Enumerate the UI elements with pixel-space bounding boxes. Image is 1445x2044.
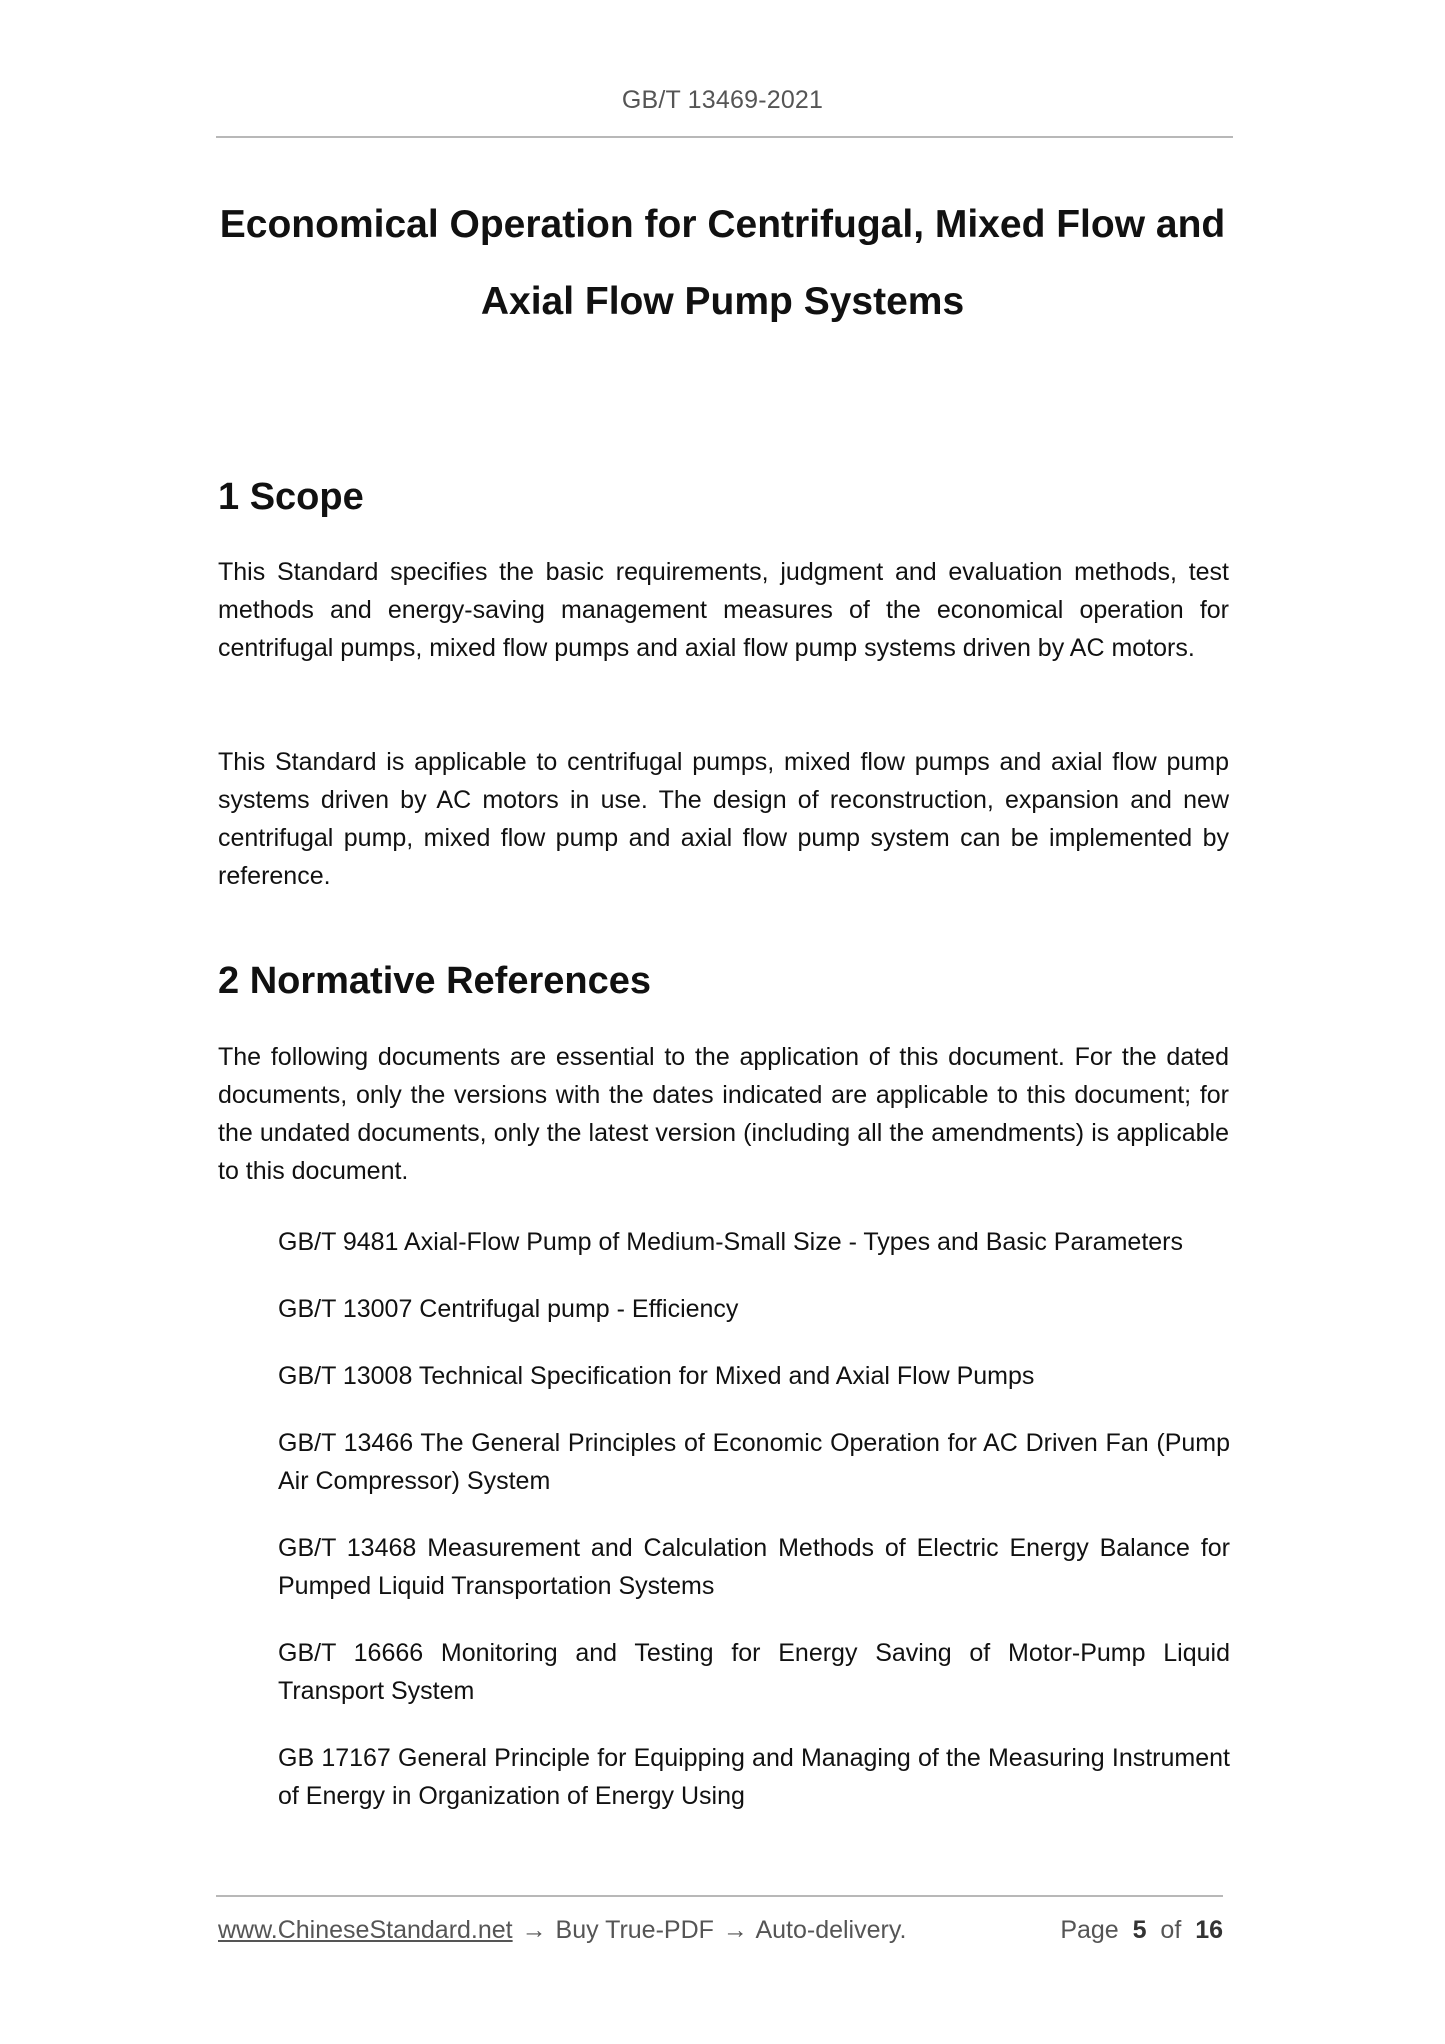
- page-label: Page: [1060, 1916, 1119, 1944]
- scope-paragraph-2: This Standard is applicable to centrifugal pumps, mixed flow pumps and axial flow pump systems driven by AC motors in use. The design of reconstruction, expansion and new centrifugal pump, mixed flow pump and axial flow pump system can be implemented by reference.: [218, 748, 1229, 890]
- section-heading-scope: 1 Scope: [218, 476, 364, 518]
- arrow-right-icon: →: [521, 1916, 547, 1944]
- current-page-number: 5: [1132, 1916, 1147, 1944]
- of-label: of: [1160, 1916, 1182, 1944]
- page-footer: [218, 1916, 1223, 1956]
- reference-item: GB/T 13007 Centrifugal pump - Efficiency: [278, 1295, 739, 1323]
- reference-item: GB/T 13468 Measurement and Calculation Methods of Electric Energy Balance for Pumped Liquid Transportation Systems: [278, 1534, 1230, 1600]
- normative-references-list: [278, 1223, 1230, 1844]
- arrow-right-icon: →: [722, 1916, 748, 1944]
- reference-item: GB/T 16666 Monitoring and Testing for Energy Saving of Motor-Pump Liquid Transport System: [278, 1639, 1230, 1705]
- reference-item: GB/T 13008 Technical Specification for Mixed and Axial Flow Pumps: [278, 1362, 1035, 1390]
- website-link[interactable]: www.ChineseStandard.net: [218, 1916, 513, 1944]
- running-header: GB/T 13469-2021: [621, 86, 824, 114]
- document-title: [200, 186, 1245, 340]
- reference-item: GB 17167 General Principle for Equipping and Managing of the Measuring Instrument of Energy in Organization of Energy Using: [278, 1744, 1230, 1810]
- scope-paragraph-1: This Standard specifies the basic requirements, judgment and evaluation methods, test methods and energy-saving management measures of the economical operation for centrifugal pumps, mixed flow pumps and axial flow pump systems driven by AC motors.: [218, 558, 1229, 662]
- footer-promo: [218, 1916, 906, 1945]
- section-heading-normative-references: 2 Normative References: [218, 960, 651, 1002]
- references-intro-paragraph: The following documents are essential to the application of this document. For the dated documents, only the versions with the dates indicated are applicable to this document; for the undated documents, only the latest version (including all the amendments) is applicable to this document.: [218, 1043, 1229, 1185]
- auto-delivery-text: Auto-delivery.: [755, 1916, 907, 1944]
- footer-divider: [216, 1895, 1223, 1897]
- reference-item: GB/T 9481 Axial-Flow Pump of Medium-Small Size - Types and Basic Parameters: [278, 1228, 1183, 1256]
- page-indicator: [1060, 1916, 1223, 1945]
- title-line-2: Axial Flow Pump Systems: [480, 280, 965, 323]
- total-pages-number: 16: [1195, 1916, 1223, 1944]
- title-line-1: Economical Operation for Centrifugal, Mixed Flow and: [219, 203, 1226, 246]
- header-divider: [216, 136, 1233, 138]
- buy-true-pdf-text: Buy True-PDF: [555, 1916, 714, 1944]
- reference-item: GB/T 13466 The General Principles of Economic Operation for AC Driven Fan (Pump Air Compressor) System: [278, 1429, 1230, 1495]
